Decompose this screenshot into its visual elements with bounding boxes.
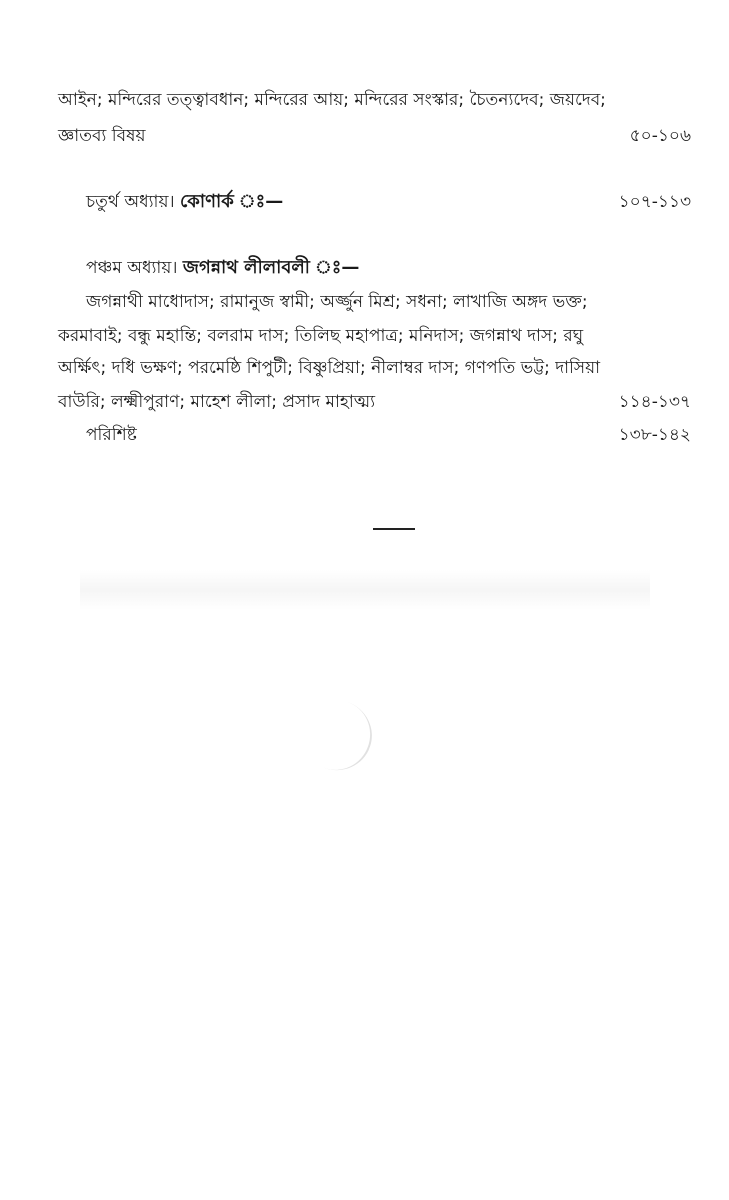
chapter4-number: চতুর্থ অধ্যায়। bbox=[86, 192, 175, 212]
appendix-label: পরিশিষ্ট bbox=[86, 425, 137, 445]
chapter5-contents-line: অর্ক্ষিৎ; দধি ভক্ষণ; পরমেষ্ঠি শিপুটী; বিষ্ণুপ্রিয়া; নীলাম্বর দাস; গণপতি ভট্ট; দাসিয়া bbox=[58, 358, 601, 378]
scan-arc-mark bbox=[290, 690, 382, 780]
chapter5-page-range: ১১৪-১৩৭ bbox=[618, 392, 691, 412]
toc-continuation-line: আইন; মন্দিরের তত্ত্বাবধান; মন্দিরের আয়; মন্দিরের সংস্কার; চৈতন্যদেব; জয়দেব; bbox=[58, 90, 606, 110]
chapter4-heading bbox=[86, 190, 283, 214]
chapter5-heading bbox=[86, 256, 359, 280]
chapter5-contents-line: করমাবাই; বন্ধু মহান্তি; বলরাম দাস; তিলিছ মহাপাত্র; মনিদাস; জগন্নাথ দাস; রঘু bbox=[58, 326, 584, 346]
chapter4-page-range: ১০৭-১১৩ bbox=[618, 192, 691, 212]
appendix-page-range: ১৩৮-১৪২ bbox=[618, 425, 691, 445]
section-divider bbox=[373, 528, 415, 530]
chapter5-number: পঞ্চম অধ্যায়। bbox=[86, 258, 178, 278]
chapter5-title: জগন্নাথ লীলাবলী ঃ— bbox=[182, 257, 360, 278]
chapter5-contents-line: জগন্নাথী মাধোদাস; রামানুজ স্বামী; অর্জ্জুন মিশ্র; সধনা; লাখাজি অঙ্গদ ভক্ত; bbox=[86, 292, 588, 312]
chapter4-title: কোণার্ক ঃ— bbox=[179, 191, 284, 212]
toc-page-range: ৫০-১০৬ bbox=[629, 126, 691, 146]
scan-smudge bbox=[80, 570, 650, 610]
toc-continuation-end: জ্ঞাতব্য বিষয় bbox=[58, 126, 146, 146]
chapter5-contents-line: বাউরি; লক্ষ্মীপুরাণ; মাহেশ লীলা; প্রসাদ মাহাত্ম্য bbox=[58, 392, 376, 412]
